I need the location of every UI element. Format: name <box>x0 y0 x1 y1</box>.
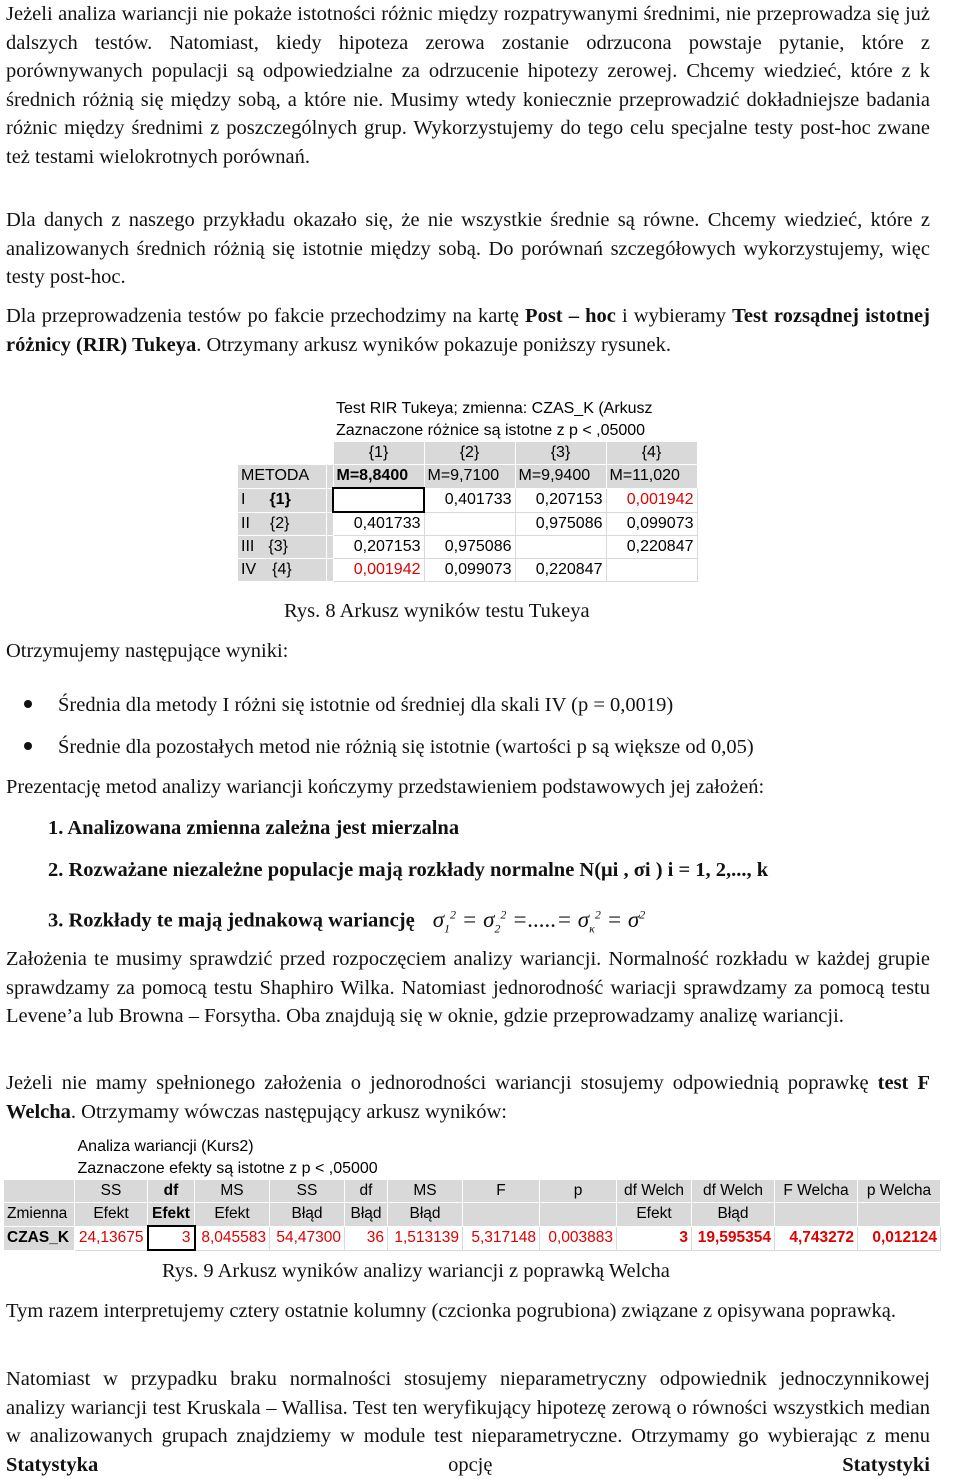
welch-title-1: Analiza wariancji (Kurs2) <box>75 1136 941 1158</box>
tukey-col-mean: M=9,7100 <box>424 465 515 489</box>
tukey-col-mean: M=8,8400 <box>333 465 424 489</box>
welch-header: Efekt <box>617 1203 692 1227</box>
welch-anova-sheet <box>4 1136 941 1251</box>
tukey-cell: 0,401733 <box>333 512 424 536</box>
tukey-results-sheet <box>238 398 698 582</box>
welch-header: SS <box>75 1180 148 1203</box>
figure-8-caption: Rys. 8 Arkusz wyników testu Tukeya <box>284 600 590 622</box>
assumption-1: 1. Analizowana zmienna zależna jest mierzalna <box>48 817 460 839</box>
paragraph-assumptions-check: Założenia te musimy sprawdzić przed rozpoczęciem analizy wariancji. Normalność rozkładu w każdej grupie sprawdzamy za pomocą testu Shaphiro Wilka. Natomiast jednorodność wariacji sprawdzamy za pomocą testu Levene’a lub Browna – Forsytha. Oba znajdują się w oknie, gdzie przeprowadzamy analizę wariancji. <box>6 948 930 1027</box>
table-row <box>238 488 697 512</box>
welch-header: F Welcha <box>775 1180 858 1203</box>
welch-header: df <box>345 1180 388 1203</box>
paragraph-welch: Jeżeli nie mamy spełnionego założenia o jednorodności wariancji stosujemy odpowiednią poprawkę test F Welcha. Otrzymamy wówczas następujący arkusz wyników: <box>6 1072 930 1123</box>
welch-cell: 36 <box>345 1226 388 1250</box>
tukey-col-id: {1} <box>333 442 424 465</box>
welch-cell: 24,13675 <box>75 1226 148 1250</box>
tukey-cell: 0,207153 <box>515 488 606 512</box>
tukey-cell: 0,401733 <box>424 488 515 512</box>
welch-title-2: Zaznaczone efekty są istotne z p < ,05000 <box>75 1158 941 1180</box>
welch-cell: 54,47300 <box>270 1226 345 1250</box>
welch-header: df Welch <box>617 1180 692 1203</box>
tukey-col-id: {4} <box>606 442 697 465</box>
tukey-cell: 0,220847 <box>606 536 697 559</box>
welch-cell: 0,003883 <box>540 1226 617 1250</box>
welch-header: Błąd <box>388 1203 463 1227</box>
assumption-2: 2. Rozważane niezależne populacje mają rozkłady normalne N(μi , σi ) i = 1, 2,..., k <box>48 859 769 881</box>
welch-cell: 3 <box>617 1226 692 1250</box>
tukey-cell-selected[interactable] <box>333 488 424 512</box>
variance-equality-formula: $\sigma_1^2 = \sigma_2^2$ =.....= $\sigma_\kappa^2 = \sigma^2$ <box>432 906 646 936</box>
tukey-cell: 0,975086 <box>424 536 515 559</box>
tukey-row-method: I <box>241 491 246 508</box>
tukey-cell <box>606 559 697 582</box>
tukey-row-id: {3} <box>268 538 288 555</box>
bullet-item: Średnie dla pozostałych metod nie różnią się istotnie (wartości p są większe od 0,05) <box>24 734 754 760</box>
tukey-row-method: II <box>241 514 250 532</box>
welch-header: MS <box>388 1180 463 1203</box>
tukey-cell: 0,975086 <box>515 512 606 536</box>
tukey-row-id: {2} <box>269 514 290 532</box>
tukey-col-id: {3} <box>515 442 606 465</box>
welch-header: SS <box>270 1180 345 1203</box>
welch-cell: 0,012124 <box>858 1226 941 1250</box>
paragraph-interpretation: Tym razem interpretujemy cztery ostatnie kolumny (czcionka pogrubiona) związane z opisywana poprawką. <box>6 1300 896 1322</box>
welch-row-label: CZAS_K <box>4 1226 75 1250</box>
paragraph-example: Dla danych z naszego przykładu okazało się, że nie wszystkie średnie są równe. Chcemy wiedzieć, które z analizowanych średnich różnią się istotnie między sobą. Do porównań szczegółowych wykorzystujemy, więc testy post-hoc. <box>6 209 930 288</box>
welch-cell: 19,595354 <box>692 1226 775 1250</box>
welch-header: Błąd <box>345 1203 388 1227</box>
tukey-cell: 0,099073 <box>606 512 697 536</box>
assumption-3: 3. Rozkłady te mają jednakową wariancję $\sigma_1^2 = \sigma_2^2$ =.....= $\sigma_\kappa^2 = \sigma^2$ <box>48 906 646 936</box>
tukey-row-id: {1} <box>269 491 291 508</box>
figure-9-caption: Rys. 9 Arkusz wyników analizy wariancji z poprawką Welcha <box>162 1260 670 1282</box>
welch-cell: 4,743272 <box>775 1226 858 1250</box>
tukey-cell <box>424 512 515 536</box>
tukey-row-method: IV <box>241 561 257 578</box>
tukey-title-1: Test RIR Tukeya; zmienna: CZAS_K (Arkusz <box>333 398 697 420</box>
welch-header: Efekt <box>148 1203 195 1227</box>
bullet-dot-icon <box>24 700 32 708</box>
table-row <box>238 536 697 559</box>
tukey-cell: 0,207153 <box>333 536 424 559</box>
tukey-cell <box>515 536 606 559</box>
welch-cell: 1,513139 <box>388 1226 463 1250</box>
welch-cell: 5,317148 <box>463 1226 540 1250</box>
table-row <box>238 512 697 536</box>
tukey-cell: 0,099073 <box>424 559 515 582</box>
tukey-col-mean: M=9,9400 <box>515 465 606 489</box>
table-row <box>4 1226 941 1250</box>
tukey-cell: 0,220847 <box>515 559 606 582</box>
welch-header: p Welcha <box>858 1180 941 1203</box>
paragraph-kruskal-wallis: Natomiast w przypadku braku normalności stosujemy nieparametryczny odpowiednik jednoczynnikowej analizy wariancji test Kruskala – Wallisa. Test ten weryfikujący hipotezę zerową o równości wszystkich median w analizowanych grupach znajdziemy w module test nieparametryczne. Otrzymamy go wybierając z menu Statystyka opcję Statystyki <box>6 1368 930 1476</box>
tukey-row-id: {4} <box>272 561 292 578</box>
table-row <box>238 559 697 582</box>
tukey-cell-significant: 0,001942 <box>333 559 424 582</box>
welch-header: df <box>148 1180 195 1203</box>
results-intro: Otrzymujemy następujące wyniki: <box>6 640 289 662</box>
tukey-col-id: {2} <box>424 442 515 465</box>
welch-header: Zmienna <box>4 1203 75 1227</box>
welch-header: p <box>540 1180 617 1203</box>
welch-header: MS <box>195 1180 270 1203</box>
tukey-cell-significant: 0,001942 <box>606 488 697 512</box>
welch-cell: 8,045583 <box>195 1226 270 1250</box>
welch-header: Efekt <box>195 1203 270 1227</box>
welch-header: Błąd <box>692 1203 775 1227</box>
welch-header: Błąd <box>270 1203 345 1227</box>
tukey-col-mean: M=11,020 <box>606 465 697 489</box>
welch-cell-selected[interactable]: 3 <box>148 1226 195 1250</box>
paragraph-intro: Jeżeli analiza wariancji nie pokaże istotności różnic między rozpatrywanymi średnimi, nie przeprowadza się już dalszych testów. Natomiast, kiedy hipoteza zerowa zostanie odrzucona powstaje pytanie, które z porównywanych populacji są odpowiedzialne za odrzucenie hipotezy zerowej. Chcemy wiedzieć, które z k średnich różnią się między sobą, a które nie. Musimy wtedy koniecznie przeprowadzić dokładniejsze badania różnic między średnimi z poszczególnych grup. Wykorzystujemy do tego celu specjalne testy post-hoc zwane też testami wielokrotnych porównań. <box>6 3 930 168</box>
welch-header: Efekt <box>75 1203 148 1227</box>
tukey-title-2: Zaznaczone różnice są istotne z p < ,05000 <box>333 420 697 442</box>
bullet-item: Średnia dla metody I różni się istotnie od średniej dla skali IV (p = 0,0019) <box>24 692 673 718</box>
tukey-corner-label: METODA <box>238 465 327 489</box>
paragraph-posthoc-instructions: Dla przeprowadzenia testów po fakcie przechodzimy na kartę Post – hoc i wybieramy Test rozsądnej istotnej różnicy (RIR) Tukeya. Otrzymany arkusz wyników pokazuje poniższy rysunek. <box>6 305 930 356</box>
assumptions-intro: Prezentację metod analizy wariancji kończymy przedstawieniem podstawowych jej założeń: <box>6 776 765 798</box>
welch-header: F <box>463 1180 540 1203</box>
tukey-row-method: III <box>241 538 255 555</box>
bullet-dot-icon <box>24 742 32 750</box>
welch-header: df Welch <box>692 1180 775 1203</box>
